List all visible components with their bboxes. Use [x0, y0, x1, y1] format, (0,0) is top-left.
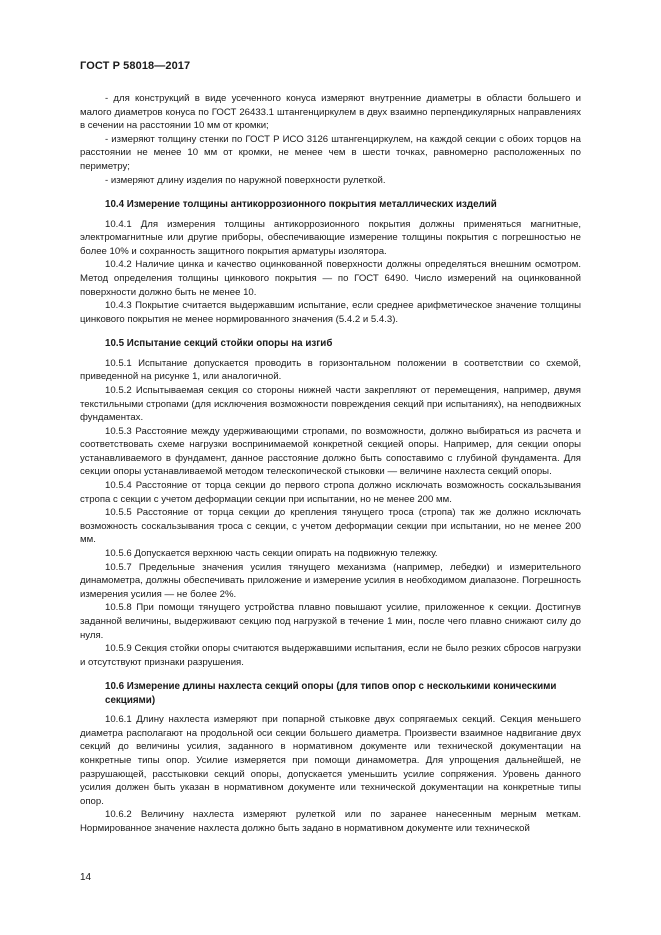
section-heading: 10.4 Измерение толщины антикоррозионного покрытия металлических изделий	[105, 199, 497, 211]
document-body	[80, 92, 581, 836]
paragraph: 10.6.1 Длину нахлеста измеряют при попарной стыковке двух сопрягаемых секций. Секция меньшего диаметра располагают на продольной оси секции большего диаметра. Произвести взаимное надвигание двух секций до величины усилия, заданного в нормативном документе или технической документации на конкретные типы опор. Усилие измеряется при помощи динамометра. Для упрощения дальнейшей, не разрушающей, расстыковки секций опоры, допускается уменьшить усилие сопряжения. Уровень данного усилия должен быть указан в нормативном документе или технической документации на конкретные типы опор.	[80, 714, 581, 807]
page-number: 14	[80, 872, 92, 883]
paragraph: 10.4.3 Покрытие считается выдержавшим испытание, если среднее арифметическое значение толщины цинкового покрытия не менее нормированного значения (5.4.2 и 5.4.3).	[80, 300, 581, 325]
section-heading: 10.5 Испытание секций стойки опоры на изгиб	[105, 338, 333, 350]
paragraph: 10.5.2 Испытываемая секция со стороны нижней части закрепляют от перемещения, например, двумя текстильными стропами (для исключения возможности повреждения секций при испытаниях), на неподвижных фундаментах.	[80, 384, 581, 424]
paragraph: 10.4.1 Для измерения толщины антикоррозионного покрытия должны применяться магнитные, электромагнитные или другие приборы, обеспечивающие измерение толщины покрытия с погрешностью не более 10% и сохранность защитного покрытия арматуры изолятора.	[80, 218, 581, 257]
paragraph: 10.5.8 При помощи тянущего устройства плавно повышают усилие, приложенное к секции. Достигнув заданной величины, выдерживают секцию под нагрузкой в течение 1 мин, после чего плавно снижают силу до нуля.	[80, 602, 581, 641]
paragraph: 10.5.3 Расстояние между удерживающими стропами, по возможности, должно выбираться из расчета и соответствовать схеме нагрузки воспринимаемой конкретной секцией опоры. Например, для секции опоры устанавливаемого в фундамент, данное расстояние должно быть сопоставимо с глубиной фундамента. Для секции опоры устанавливаемой методом телескопической стыковки — величине нахлеста секций опоры.	[80, 425, 581, 478]
paragraph: - измеряют длину изделия по наружной поверхности рулеткой.	[105, 174, 386, 186]
paragraph: 10.5.7 Предельные значения усилия тянущего механизма (например, лебедки) и измерительного динамометра, должны обеспечивать приложение и измерение усилия в необходимом диапазоне. Погрешность измерения усилия — не более 2%.	[80, 561, 581, 600]
paragraph: - для конструкций в виде усеченного конуса измеряют внутренние диаметры в области большего и малого диаметров конуса по ГОСТ 26433.1 штангенциркулем в двух взаимно перпендикулярных направлениях в сечении на расстоянии 10 мм от кромки;	[80, 93, 581, 132]
paragraph: 10.4.2 Наличие цинка и качество оцинкованной поверхности должны определяться внешним осмотром. Метод определения толщины цинкового покрытия — по ГОСТ 6490. Число измерений на оцинкованной поверхности должно быть не менее 10.	[80, 259, 581, 298]
document-header: ГОСТ Р 58018—2017	[80, 60, 191, 72]
paragraph: 10.6.2 Величину нахлеста измеряют рулеткой или по заранее нанесенным мерным меткам. Нормированное значение нахлеста должно быть задано в нормативном документе или технической	[80, 809, 581, 834]
paragraph: 10.5.1 Испытание допускается проводить в горизонтальном положении в соответствии со схемой, приведенной на рисунке 1, или аналогичной.	[80, 357, 581, 383]
paragraph: - измеряют толщину стенки по ГОСТ Р ИСО 3126 штангенциркулем, на каждой секции с обоих торцов на расстоянии не менее 10 мм от кромки, не менее чем в шести точках, равномерно расположенных по периметру;	[80, 133, 581, 172]
paragraph: 10.5.6 Допускается верхнюю часть секции опирать на подвижную тележку.	[105, 548, 438, 560]
section-heading: 10.6 Измерение длины нахлеста секций опоры (для типов опор с несколькими коническими секциями)	[105, 681, 557, 706]
paragraph: 10.5.5 Расстояние от торца секции до крепления тянущего троса (стропа) так же должно исключать возможность соскальзывания троса с секции, с учетом деформации секции при испытании, но не менее 200 мм.	[80, 507, 581, 546]
paragraph: 10.5.4 Расстояние от торца секции до первого стропа должно исключать возможность соскальзывания стропа с секции с учетом деформации секции при испытании, но не менее 200 мм.	[80, 480, 581, 505]
paragraph: 10.5.9 Секция стойки опоры считаются выдержавшими испытания, если не было резких сбросов нагрузки и отсутствуют признаки разрушения.	[80, 643, 581, 668]
